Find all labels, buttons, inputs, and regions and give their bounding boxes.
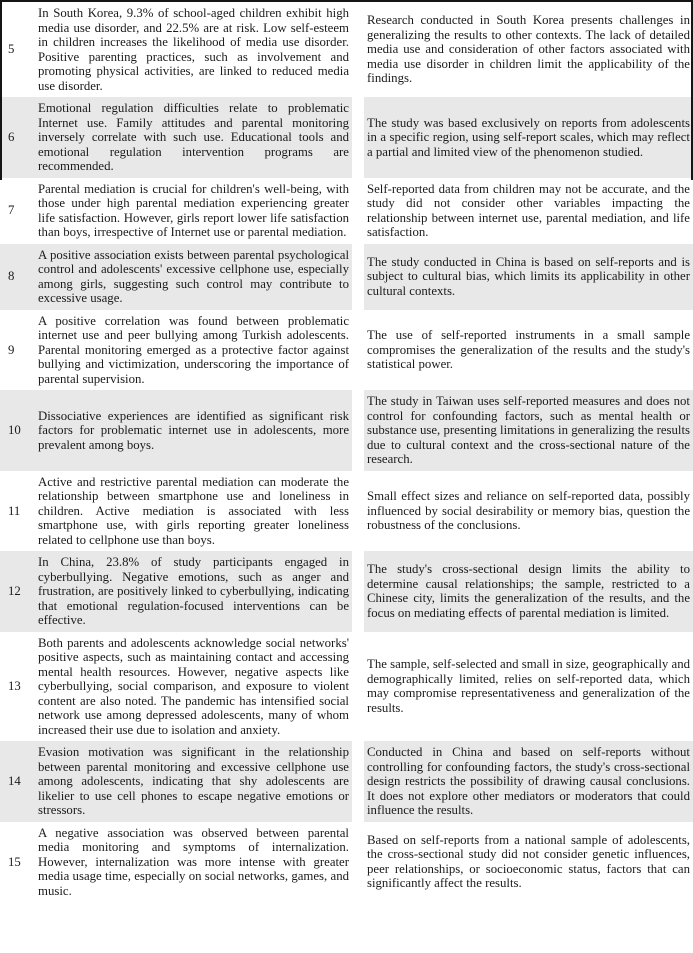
table-row: [0, 2, 693, 97]
row-number-cell: [0, 310, 36, 391]
row-number: 11: [8, 503, 21, 518]
finding-text: A negative association was observed between parental media monitoring and symptoms of internalization. However, internalization was more intense with greater media usage time, especially on social networks, games, and music.: [38, 825, 349, 898]
column-gutter: [352, 244, 364, 310]
finding-cell: [36, 551, 352, 632]
limitation-cell: [364, 551, 693, 632]
finding-text: Emotional regulation difficulties relate to problematic Internet use. Family attitudes and parental monitoring inversely correlate with such use. Educational tools and emotional regulation intervention programs are recommended.: [38, 101, 349, 173]
limitation-cell: [364, 244, 693, 310]
row-number-cell: [0, 97, 36, 178]
finding-text: Parental mediation is crucial for children's well-being, with those under high parental mediation experiencing greater life satisfaction. However, girls report lower life satisfaction than boys, irrespective of Internet use or parental mediation.: [38, 181, 349, 239]
finding-text: Active and restrictive parental mediation can moderate the relationship between smartphone use and loneliness in children. Active mediation is associated with less smartphone use, with girls reporting greater loneliness related to cellphone use than boys.: [38, 474, 349, 547]
finding-cell: [36, 2, 352, 97]
table-row: [0, 390, 693, 471]
row-number-cell: [0, 390, 36, 471]
row-number-cell: [0, 551, 36, 632]
limitation-text: Self-reported data from children may not be accurate, and the study did not consider other variables impacting the relationship between internet use, parental mediation, and life satisfaction.: [367, 181, 690, 239]
column-gutter: [352, 632, 364, 742]
limitation-cell: [364, 2, 693, 97]
finding-cell: [36, 390, 352, 471]
column-gutter: [352, 178, 364, 244]
row-number: 7: [8, 203, 15, 218]
row-number-cell: [0, 822, 36, 903]
row-number-cell: [0, 741, 36, 822]
column-gutter: [352, 390, 364, 471]
limitation-cell: [364, 178, 693, 244]
limitation-text: The use of self-reported instruments in a small sample compromises the generalization of the results and the study's statistical power.: [367, 328, 690, 371]
finding-cell: [36, 741, 352, 822]
table-row: [0, 97, 693, 178]
column-gutter: [352, 741, 364, 822]
row-number: 5: [8, 42, 15, 57]
limitation-cell: [364, 310, 693, 391]
row-number-cell: [0, 2, 36, 97]
column-gutter: [352, 551, 364, 632]
finding-cell: [36, 178, 352, 244]
row-number: 13: [8, 679, 21, 693]
row-number: 6: [8, 130, 15, 144]
row-number: 9: [8, 342, 15, 357]
finding-text: Evasion motivation was significant in the relationship between parental monitoring and excessive cellphone use among adolescents, indicating that shy adolescents are likelier to use cell phones to escape negative emotions or stressors.: [38, 745, 349, 817]
limitation-text: Conducted in China and based on self-reports without controlling for confounding factors, the study's cross-sectional design restricts the possibility of drawing causal conclusions. It does not explore other mediators or moderators that could influence the results.: [367, 745, 690, 817]
limitation-cell: [364, 471, 693, 552]
row-number-cell: [0, 244, 36, 310]
limitation-text: The study in Taiwan uses self-reported measures and does not control for confounding factors, such as mental health or substance use, presenting limitations in generalizing the results due to cultural context and the cross-sectional nature of the research.: [367, 394, 690, 466]
table-row: [0, 178, 693, 244]
row-number: 12: [8, 584, 21, 598]
row-number: 14: [8, 774, 21, 788]
limitation-text: Small effect sizes and reliance on self-reported data, possibly influenced by social desirability or memory bias, question the robustness of the conclusions.: [367, 489, 690, 532]
finding-cell: [36, 822, 352, 903]
limitation-text: The study conducted in China is based on self-reports and is subject to cultural bias, which limits its applicability in other cultural contexts.: [367, 254, 690, 298]
finding-text: A positive association exists between parental psychological control and adolescents' excessive cellphone use, especially among girls, suggesting such control may contribute to excessive usage.: [38, 247, 349, 305]
finding-text: Dissociative experiences are identified as significant risk factors for problematic internet use in adolescents, more prevalent among boys.: [38, 408, 349, 452]
limitation-text: The study was based exclusively on reports from adolescents in a specific region, using self-report scales, which may reflect a partial and limited view of the phenomenon studied.: [367, 115, 690, 159]
limitation-text: The sample, self-selected and small in size, geographically and demographically limited, relies on self-reported data, which may compromise representativeness and generalization of the results.: [367, 657, 690, 715]
column-gutter: [352, 310, 364, 391]
finding-cell: [36, 310, 352, 391]
finding-cell: [36, 471, 352, 552]
column-gutter: [352, 97, 364, 178]
row-number-cell: [0, 632, 36, 742]
row-number: 10: [8, 423, 21, 437]
table-row: [0, 822, 693, 903]
table-row: [0, 310, 693, 391]
finding-text: In South Korea, 9.3% of school-aged children exhibit high media use disorder, and 22.5% are at risk. Low self-esteem in children increases the likelihood of media use disorder. Positive parenting practices, such as involvement and promoting physical activities, are linked to reduced media use disorder.: [38, 6, 349, 93]
limitation-text: The study's cross-sectional design limits the ability to determine causal relationships; the sample, restricted to a Chinese city, limits the generalization of the results, and the focus on mediating effects of parental mediation is limited.: [367, 562, 690, 620]
table-row: [0, 244, 693, 310]
finding-text: Both parents and adolescents acknowledge social networks' positive aspects, such as maintaining contact and accessing mental health resources. However, negative aspects like cyberbullying, social comparison, and exposure to violent content are also noted. The pandemic has intensified social network use among depressed adolescents, many of whom increased their use due to isolation and anxiety.: [38, 635, 349, 737]
limitation-cell: [364, 97, 693, 178]
column-gutter: [352, 471, 364, 552]
limitation-cell: [364, 822, 693, 903]
table-row: [0, 632, 693, 742]
finding-cell: [36, 97, 352, 178]
row-number: 15: [8, 854, 21, 869]
limitation-text: Based on self-reports from a national sample of adolescents, the cross-sectional study did not consider genetic influences, peer relationships, or socioeconomic status, factors that can significantly affect the results.: [367, 832, 690, 891]
column-gutter: [352, 2, 364, 97]
row-number-cell: [0, 471, 36, 552]
limitation-text: Research conducted in South Korea presents challenges in generalizing the results to other contexts. The lack of detailed media use and consideration of other factors associated with media use disorder in children limit the applicability of the findings.: [367, 13, 690, 86]
row-number-cell: [0, 178, 36, 244]
table-row: [0, 741, 693, 822]
table-row: [0, 551, 693, 632]
finding-text: A positive correlation was found between problematic internet use and peer bullying among Turkish adolescents. Parental monitoring emerged as a protective factor against bullying and victimization, underscoring the importance of parental supervision.: [38, 313, 349, 386]
finding-cell: [36, 632, 352, 742]
finding-text: In China, 23.8% of study participants engaged in cyberbullying. Negative emotions, such as anger and frustration, are positively linked to cyberbullying, indicating that emotional regulation-focused interventions can be effective.: [38, 555, 349, 627]
finding-cell: [36, 244, 352, 310]
table-row: [0, 471, 693, 552]
row-number: 8: [8, 269, 15, 284]
limitation-cell: [364, 390, 693, 471]
limitation-cell: [364, 741, 693, 822]
column-gutter: [352, 822, 364, 903]
limitation-cell: [364, 632, 693, 742]
